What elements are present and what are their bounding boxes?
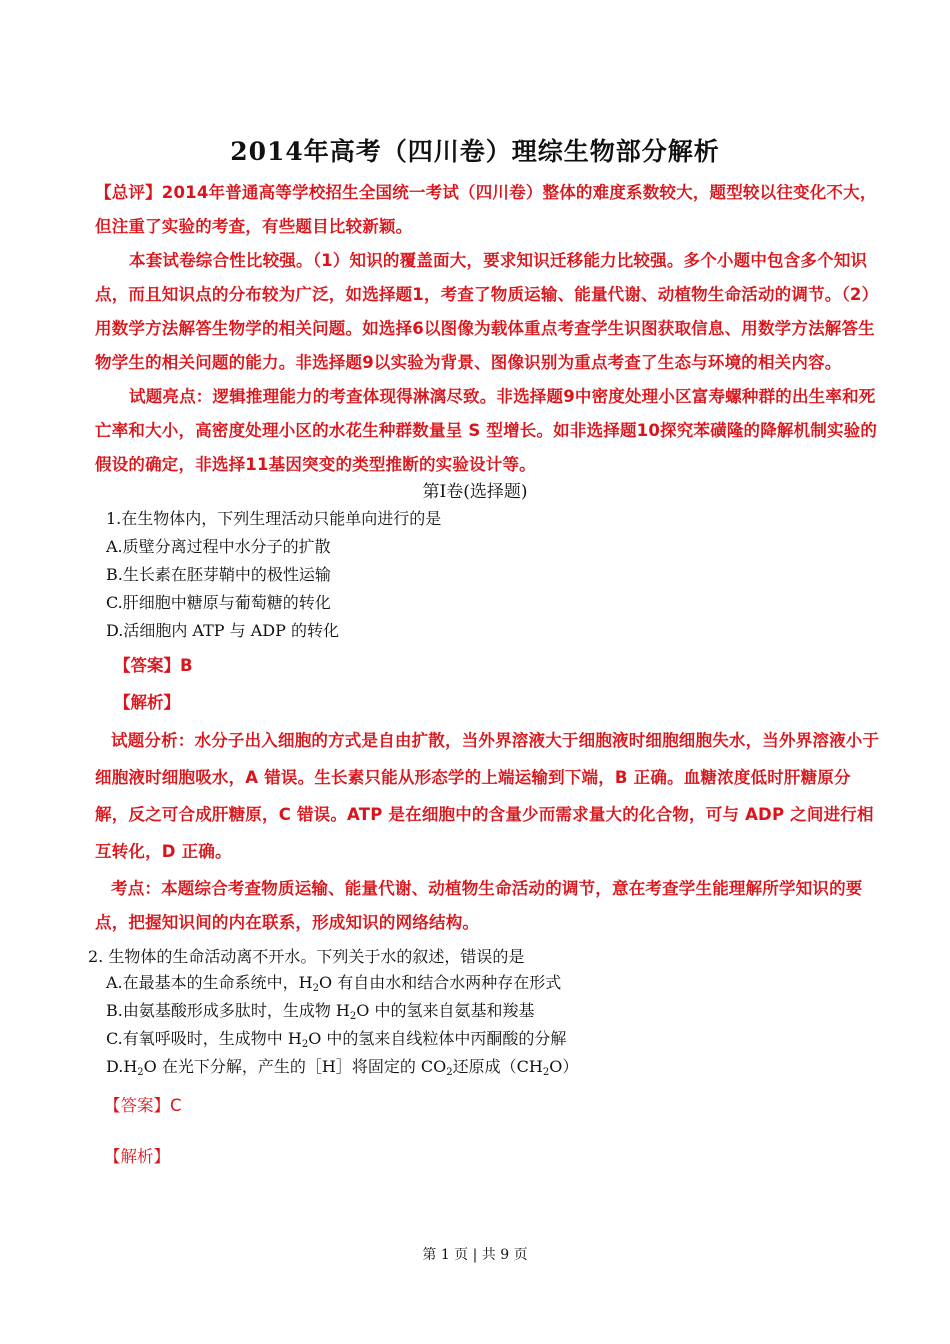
q1-stem: 1.在生物体内，下列生理活动只能单向进行的是 [106,509,442,528]
q1-point [95,872,880,940]
q2-option-c: C.有氧呼吸时，生成物中 $H_2O$ 中的氢来自线粒体中丙酮酸的分解 [106,1029,567,1050]
q1-analysis-label: 【解析】 [114,693,180,712]
summary-paragraph-1: 【总评】2014年普通高等学校招生全国统一考试（四川卷）整体的难度系数较大，题型较以往变化不大，但注重了实验的考查，有些题目比较新颖。 [95,183,877,236]
q2-answer: 【答案】C [104,1096,182,1115]
q2-option-b: B.由氨基酸形成多肽时，生成物 $H_2O$ 中的氢来自氨基和羧基 [106,1001,535,1022]
summary-paragraph-2: 本套试卷综合性比较强。（1）知识的覆盖面大，要求知识迁移能力比较强。多个小题中包含多个知识点，而且知识点的分布较为广泛，如选择题1，考查了物质运输、能量代谢、动植物生命活动的调节。（2）用数学方法解答生物学的相关问题。如选择6以图像为载体重点考查学生识图获取信息、用数学方法解答生物学生的相关问题的能力。非选择题9以实验为背景、图像识别为重点考查了生态与环境的相关内容。 [95,251,879,372]
summary-block [95,176,880,482]
q1-option-d: D.活细胞内 ATP 与 ADP 的转化 [106,621,339,640]
q2-analysis-label: 【解析】 [104,1147,170,1166]
q1-analysis-text: 试题分析：水分子出入细胞的方式是自由扩散，当外界溶液大于细胞液时细胞细胞失水，当外界溶液小于细胞液时细胞吸水，A 错误。生长素只能从形态学的上端运输到下端，B 正确。血糖浓度低时肝糖原分解，反之可合成肝糖原，C 错误。ATP 是在细胞中的含量少而需求量大的化合物，可与 ADP 之间进行相互转化，D 正确。 [95,731,880,861]
q1-option-a: A.质壁分离过程中水分子的扩散 [106,537,331,556]
section-title: 第I卷(选择题) [422,482,528,502]
q1-option-c: C.肝细胞中糖原与葡萄糖的转化 [106,593,331,612]
q1-answer: 【答案】B [114,656,193,675]
q2-option-a: A.在最基本的生命系统中，$H_2O$ 有自由水和结合水两种存在形式 [106,973,562,994]
q2-stem: 2. 生物体的生命活动离不开水。下列关于水的叙述，错误的是 [88,947,525,966]
q1-analysis [95,722,880,870]
q1-point-text: 考点：本题综合考查物质运输、能量代谢、动植物生命活动的调节，意在考查学生能理解所学知识的要点，把握知识间的内在联系，形成知识的网络结构。 [95,879,863,932]
page-footer: 第 1 页 | 共 9 页 [422,1247,528,1263]
q2-option-d: $D.H_2O$ 在光下分解，产生的［H］将固定的 $CO_2$还原成$(CH_2O)$ [106,1057,579,1078]
summary-paragraph-3: 试题亮点：逻辑推理能力的考查体现得淋漓尽致。非选择题9中密度处理小区富寿螺种群的出生率和死亡率和大小，高密度处理小区的水花生种群数量呈 S 型增长。如非选择题10探究苯磺隆的降解机制实验的假设的确定，非选择11基因突变的类型推断的实验设计等。 [95,387,878,474]
q1-option-b: B.生长素在胚芽鞘中的极性运输 [106,565,331,584]
page-title: 2014年高考（四川卷）理综生物部分解析 [230,137,720,166]
